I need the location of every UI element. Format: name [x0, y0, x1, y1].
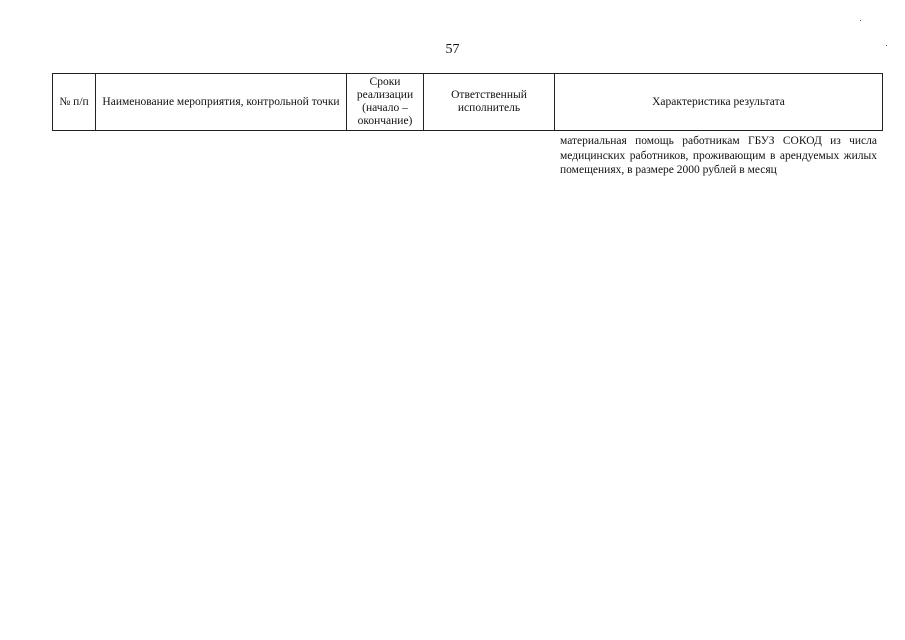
page-number: 57 [445, 42, 460, 57]
header-cell-responsible: Ответственный исполнитель [424, 74, 555, 131]
header-cell-dates: Сроки реализации (начало – окончание) [347, 74, 424, 131]
result-continuation-text: материальная помощь работникам ГБУЗ СОКОД из числа медицинских работников, проживающим в арендуемых жилых помещениях, в размере 2000 рублей в месяц [560, 135, 877, 176]
header-cell-name: Наименование мероприятия, контрольной точки [96, 74, 347, 131]
scan-speck [886, 45, 887, 46]
scan-speck [860, 20, 861, 21]
header-table [52, 73, 883, 131]
header-cell-number: № п/п [53, 74, 96, 131]
header-cell-result: Характеристика результата [555, 74, 883, 131]
table-header-row [53, 74, 883, 131]
